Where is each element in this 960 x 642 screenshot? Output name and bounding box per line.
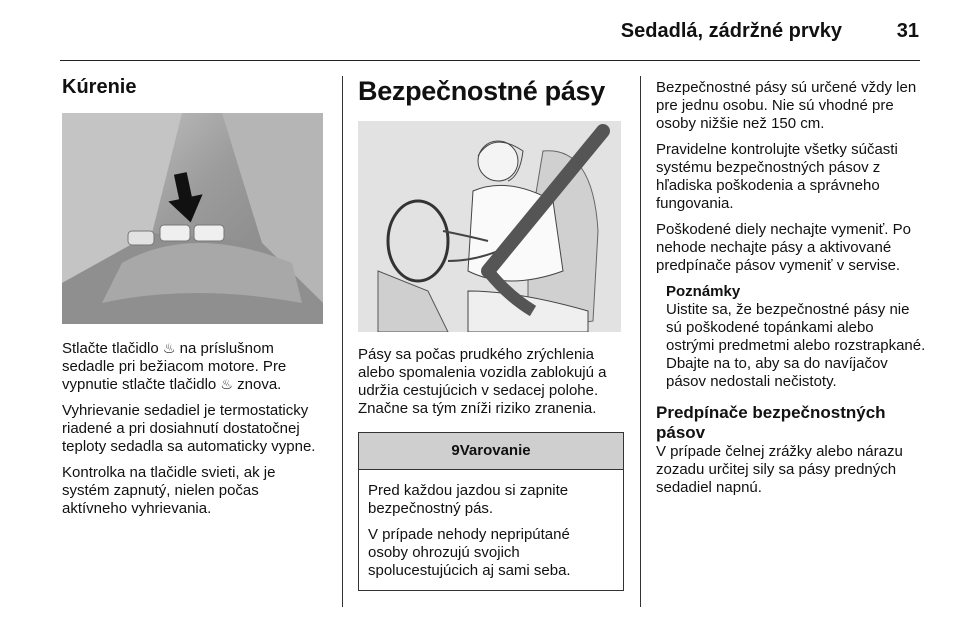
warning-body <box>359 470 623 590</box>
heading-pretensioners: Predpínače bezpečnostných pásov <box>656 403 886 442</box>
text-again: znova. <box>237 376 282 393</box>
text-on-seat: na príslušnom sedadle pri bežiacom motore. Pre vypnutie stlačte tlačidlo <box>62 340 287 393</box>
seatbelt-driver-illustration-icon <box>358 121 621 332</box>
paragraph-seatbelts-1: Pásy sa počas prudkého zrýchlenia alebo spomalenia vozidla zablokujú a udržia cestujúcich v sedacej polohe. Značne sa tým zníži riziko zranenia. <box>358 346 607 417</box>
heading-seatbelts: Bezpečnostné pásy <box>358 76 605 106</box>
heading-heating: Kúrenie <box>62 76 137 98</box>
page-header <box>0 0 960 60</box>
paragraph-info-1: Bezpečnostné pásy sú určené vždy len pre jednu osobu. Nie sú vhodné pre osoby nižšie než 150 cm. <box>656 79 917 132</box>
warning-title: Varovanie <box>459 442 531 459</box>
paragraph-heating-2: Vyhrievanie sedadiel je termostaticky riadené a pri dosiahnutí dostatočnej teploty sedadla sa automaticky vypne. <box>62 402 316 455</box>
column-heating <box>62 76 327 518</box>
warning-header <box>359 433 623 470</box>
seatbelt-illustration <box>358 121 621 332</box>
paragraph-info-3: Poškodené diely nechajte vymeniť. Po nehode nechajte pásy a aktivované predpínače pásov vymeniť v servise. <box>656 221 911 274</box>
section-title: Sedadlá, zádržné prvky <box>620 20 842 42</box>
text-press-button: Stlačte tlačidlo <box>62 340 159 357</box>
warning-triangle-icon: 9 <box>451 442 460 459</box>
paragraph-heating-3: Kontrolka na tlačidle svieti, ak je systém zapnutý, nielen počas aktívneho vyhrievania. <box>62 464 276 517</box>
column-seatbelts-info <box>656 79 926 497</box>
paragraph-pretensioners: V prípade čelnej zrážky alebo nárazu zozadu určitej sily sa pásy predných sedadiel napnú. <box>656 443 903 496</box>
seat-heating-button-photo-icon <box>62 113 323 324</box>
paragraph-heating-1 <box>62 340 327 394</box>
warning-text-1: Pred každou jazdou si zapnite bezpečnostný pás. <box>368 482 569 517</box>
column-divider-2 <box>640 76 641 607</box>
note-title: Poznámky <box>666 283 741 300</box>
paragraph-info-2: Pravidelne kontrolujte všetky súčasti systému bezpečnostných pásov z hľadiska poškodenia a správneho fungovania. <box>656 141 898 212</box>
note-text: Uistite sa, že bezpečnostné pásy nie sú poškodené topánkami alebo ostrými predmetmi alebo rozstrapkané. Dbajte na to, aby sa do navíjačov pásov nedostali nečistoty. <box>666 301 926 390</box>
warning-text-2: V prípade nehody nepripútané osoby ohrozujú svojich spolucestujúcich aj sami seba. <box>368 526 571 579</box>
page-number: 31 <box>896 20 919 42</box>
seat-heating-photo <box>62 113 323 324</box>
column-divider-1 <box>342 76 343 607</box>
warning-box <box>358 432 624 591</box>
note-block <box>656 283 926 391</box>
header-divider <box>60 60 920 61</box>
seat-heating-icon: ♨ <box>220 377 233 393</box>
column-seatbelts <box>358 76 624 591</box>
seat-heating-icon: ♨ <box>162 341 176 357</box>
